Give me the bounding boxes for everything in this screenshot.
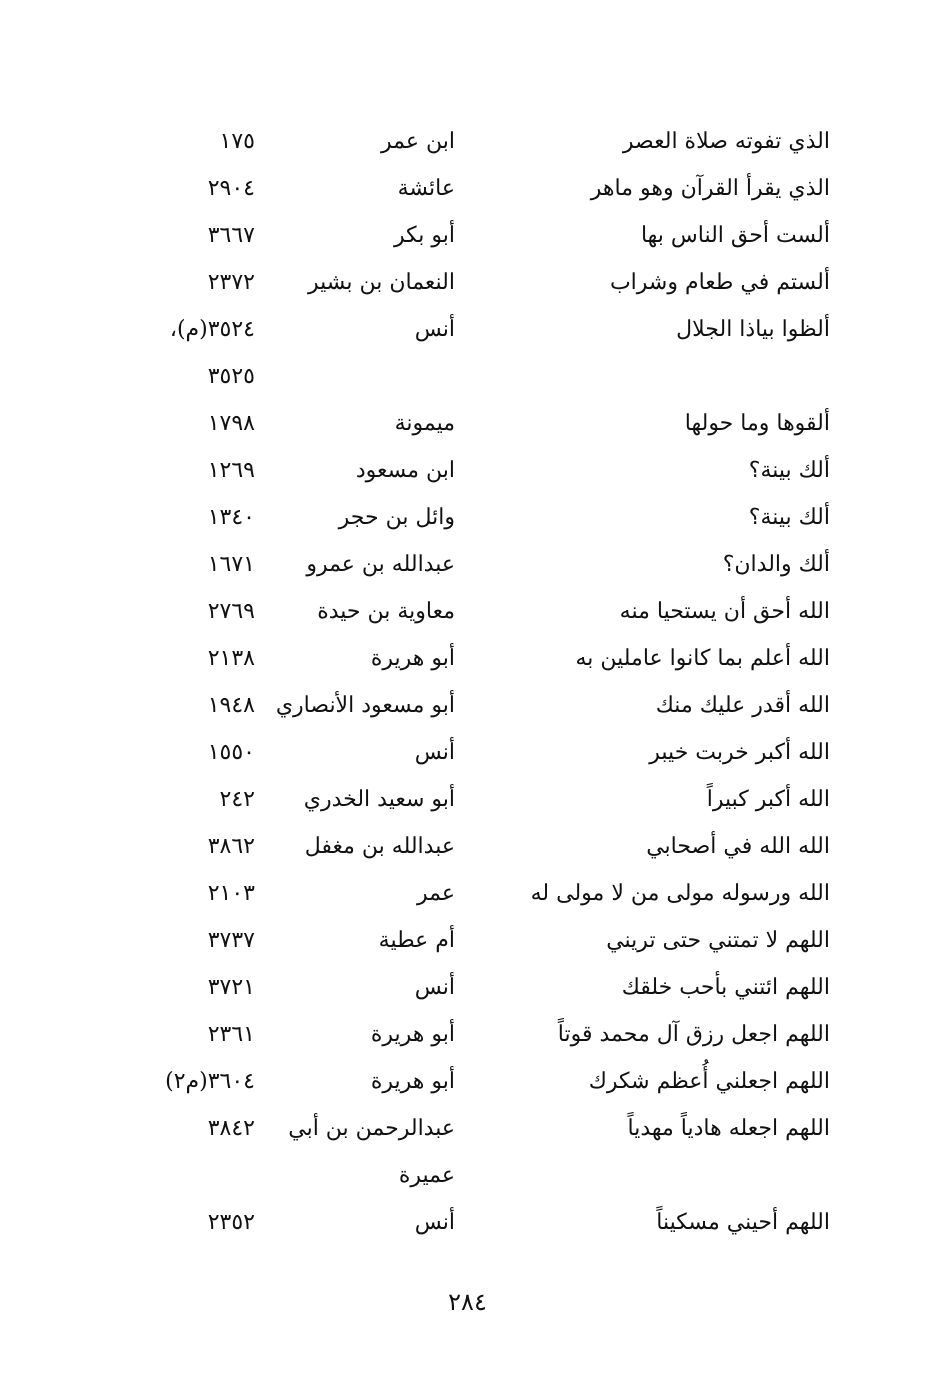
- page-number: ٢٨٤: [448, 1288, 487, 1316]
- index-row: [150, 494, 830, 541]
- hadith-reference-number: ١٢٦٩: [207, 458, 255, 483]
- narrator-name: أنس: [414, 317, 455, 342]
- index-row: [150, 1011, 830, 1058]
- narrator-name: عميرة: [398, 1163, 455, 1188]
- hadith-reference-number: ٣٨٤٢: [207, 1116, 255, 1141]
- hadith-text: الله أقدر عليك منك: [655, 693, 830, 718]
- narrator-name: أبو مسعود الأنصاري: [275, 693, 455, 718]
- narrator-name: أنس: [414, 975, 455, 1000]
- index-row: [150, 118, 830, 165]
- index-row: [150, 870, 830, 917]
- hadith-reference-number: ١٦٧١: [207, 552, 255, 577]
- index-row: [150, 729, 830, 776]
- hadith-reference-number: ٣٥٢٥: [207, 364, 255, 389]
- hadith-text: ألستم في طعام وشراب: [609, 270, 830, 295]
- hadith-reference-number: ٢١٣٨: [207, 646, 255, 671]
- hadith-text: ألك والدان؟: [722, 552, 830, 577]
- index-row: [150, 776, 830, 823]
- hadith-text: اللهم ائتني بأحب خلقك: [621, 975, 830, 1000]
- narrator-name: معاوية بن حيدة: [317, 599, 455, 624]
- index-row: [150, 917, 830, 964]
- hadith-text: الذي تفوته صلاة العصر: [622, 129, 830, 154]
- index-row: [150, 823, 830, 870]
- hadith-reference-number: ٢٣٥٢: [207, 1210, 255, 1235]
- hadith-reference-number: ٢٧٦٩: [207, 599, 255, 624]
- hadith-text: اللهم اجعلني أُعظم شكرك: [588, 1069, 830, 1094]
- index-row: [150, 635, 830, 682]
- hadith-text: الله أحق أن يستحيا منه: [619, 599, 830, 624]
- index-row: [150, 1058, 830, 1105]
- hadith-text: اللهم اجعل رزق آل محمد قوتاً: [557, 1022, 830, 1047]
- index-row: [150, 964, 830, 1011]
- narrator-name: ابن مسعود: [355, 458, 455, 483]
- narrator-name: أم عطية: [378, 928, 455, 953]
- index-row: [150, 400, 830, 447]
- narrator-name: أبو هريرة: [370, 1022, 455, 1047]
- narrator-name: ابن عمر: [381, 129, 455, 154]
- hadith-reference-number: ٢٤٢: [219, 787, 255, 812]
- narrator-name: عبدالرحمن بن أبي: [288, 1116, 455, 1141]
- hadith-reference-number: ٣٥٢٤(م)،: [169, 317, 255, 342]
- index-row: [150, 682, 830, 729]
- narrator-name: عبدالله بن عمرو: [306, 552, 455, 577]
- hadith-text: الله أكبر كبيراً: [706, 787, 830, 812]
- index-row: [150, 353, 830, 400]
- hadith-reference-number: ٣٧٢١: [207, 975, 255, 1000]
- narrator-name: أبو هريرة: [370, 1069, 455, 1094]
- hadith-text: الله ورسوله مولى من لا مولى له: [530, 881, 830, 906]
- hadith-reference-number: ٢٩٠٤: [207, 176, 255, 201]
- index-row: [150, 447, 830, 494]
- index-row: [150, 541, 830, 588]
- index-row: [150, 259, 830, 306]
- hadith-reference-number: ٣٦٠٤(م٢): [165, 1069, 255, 1094]
- index-row: [150, 1199, 830, 1246]
- narrator-name: أبو هريرة: [370, 646, 455, 671]
- narrator-name: أنس: [414, 740, 455, 765]
- narrator-name: عمر: [417, 881, 455, 906]
- hadith-reference-number: ٢١٠٣: [207, 881, 255, 906]
- narrator-name: النعمان بن بشير: [307, 270, 455, 295]
- narrator-name: وائل بن حجر: [338, 505, 455, 530]
- hadith-reference-number: ١٥٥٠: [207, 740, 255, 765]
- hadith-text: ألست أحق الناس بها: [640, 223, 830, 248]
- narrator-name: أبو سعيد الخدري: [303, 787, 455, 812]
- hadith-text: ألظوا بياذا الجلال: [676, 317, 830, 342]
- hadith-text: ألك بينة؟: [748, 458, 830, 483]
- narrator-name: عبدالله بن مغفل: [304, 834, 455, 859]
- hadith-reference-number: ٢٣٦١: [207, 1022, 255, 1047]
- hadith-text: الله أكبر خربت خيبر: [649, 740, 830, 765]
- hadith-reference-number: ١٧٩٨: [207, 411, 255, 436]
- hadith-text: اللهم اجعله هادياً مهدياً: [627, 1116, 830, 1141]
- narrator-name: أنس: [414, 1210, 455, 1235]
- hadith-text: اللهم لا تمتني حتى تريني: [606, 928, 830, 953]
- index-row: [150, 1105, 830, 1152]
- hadith-reference-number: ١٧٥: [219, 129, 255, 154]
- hadith-text: ألقوها وما حولها: [684, 411, 830, 436]
- index-row: [150, 1152, 830, 1199]
- hadith-text: الله الله في أصحابي: [646, 834, 830, 859]
- hadith-text: الله أعلم بما كانوا عاملين به: [575, 646, 830, 671]
- hadith-reference-number: ٢٣٧٢: [207, 270, 255, 295]
- hadith-text: ألك بينة؟: [748, 505, 830, 530]
- hadith-text: الذي يقرأ القرآن وهو ماهر: [590, 176, 830, 201]
- narrator-name: أبو بكر: [393, 223, 455, 248]
- narrator-name: ميمونة: [394, 411, 455, 436]
- hadith-reference-number: ١٣٤٠: [207, 505, 255, 530]
- hadith-reference-number: ٣٨٦٢: [207, 834, 255, 859]
- index-row: [150, 165, 830, 212]
- hadith-reference-number: ١٩٤٨: [207, 693, 255, 718]
- index-row: [150, 588, 830, 635]
- index-row: [150, 306, 830, 353]
- hadith-text: اللهم أحيني مسكيناً: [656, 1210, 830, 1235]
- narrator-name: عائشة: [397, 176, 455, 201]
- hadith-index-table: [150, 118, 830, 1246]
- hadith-reference-number: ٣٦٦٧: [207, 223, 255, 248]
- hadith-reference-number: ٣٧٣٧: [207, 928, 255, 953]
- index-row: [150, 212, 830, 259]
